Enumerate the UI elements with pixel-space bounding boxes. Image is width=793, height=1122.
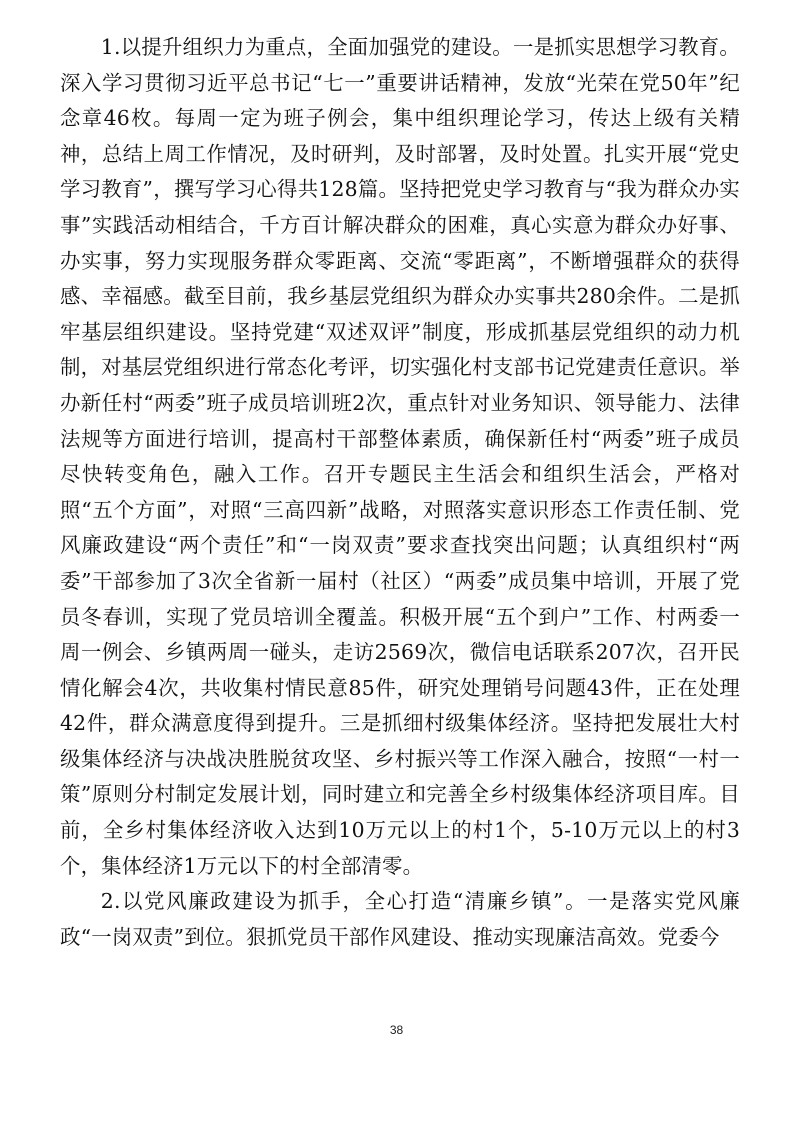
document-body (60, 30, 740, 955)
paragraph-1: 1.以提升组织力为重点，全面加强党的建设。一是抓实思想学习教育。深入学习贯彻习近平总书记“七一”重要讲话精神，发放“光荣在党50年”纪念章46枚。每周一定为班子例会，集中组织理论学习，传达上级有关精神，总结上周工作情况，及时研判，及时部署，及时处置。扎实开展“党史学习教育”，撰写学习心得共128篇。坚持把党史学习教育与“我为群众办实事”实践活动相结合，千方百计解决群众的困难，真心实意为群众办好事、办实事，努力实现服务群众零距离、交流“零距离”，不断增强群众的获得感、幸福感。截至目前，我乡基层党组织为群众办实事共280余件。二是抓牢基层组织建设。坚持党建“双述双评”制度，形成抓基层党组织的动力机制，对基层党组织进行常态化考评，切实强化村支部书记党建责任意识。举办新任村“两委”班子成员培训班2次，重点针对业务知识、领导能力、法律法规等方面进行培训，提高村干部整体素质，确保新任村“两委”班子成员尽快转变角色，融入工作。召开专题民主生活会和组织生活会，严格对照“五个方面”，对照“三高四新”战略，对照落实意识形态工作责任制、党风廉政建设“两个责任”和“一岗双责”要求查找突出问题；认真组织村“两委”干部参加了3次全省新一届村（社区）“两委”成员集中培训，开展了党员冬春训，实现了党员培训全覆盖。积极开展“五个到户”工作、村两委一周一例会、乡镇两周一碰头，走访2569次，微信电话联系207次，召开民情化解会4次，共收集村情民意85件，研究处理销号问题43件，正在处理42件，群众满意度得到提升。三是抓细村级集体经济。坚持把发展壮大村级集体经济与决战决胜脱贫攻坚、乡村振兴等工作深入融合，按照“一村一策”原则分村制定发展计划，同时建立和完善全乡村级集体经济项目库。目前，全乡村集体经济收入达到10万元以上的村1个，5-10万元以上的村3个，集体经济1万元以下的村全部清零。 (60, 35, 740, 878)
paragraph-2: 2.以党风廉政建设为抓手，全心打造“清廉乡镇”。一是落实党风廉政“一岗双责”到位。狠抓党员干部作风建设、推动实现廉洁高效。党委今 (60, 889, 740, 949)
page-number: 38 (389, 1023, 404, 1037)
